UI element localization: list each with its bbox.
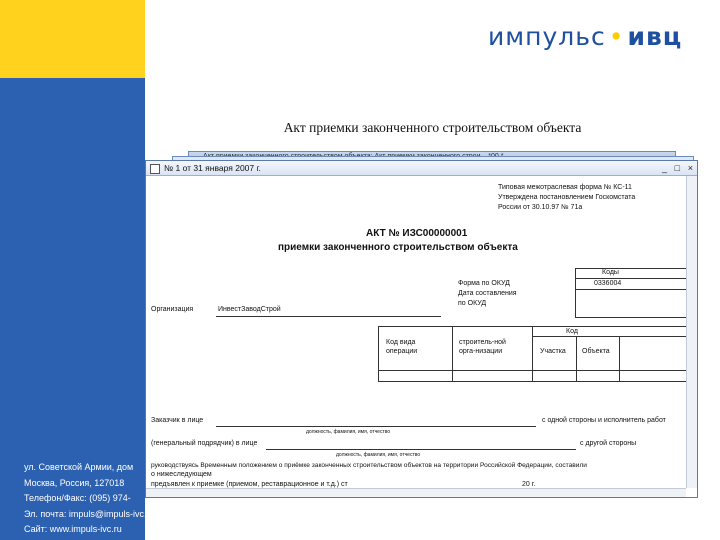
contractor-label: (генеральный подрядчик) в лице bbox=[151, 440, 258, 447]
date-label-2: по ОКУД bbox=[458, 300, 487, 307]
paragraph-year: 20 г. bbox=[522, 481, 536, 488]
close-button[interactable]: × bbox=[687, 163, 693, 173]
paragraph-line1: руководствуясь Временным положением о приёмке законченных строительством объектов на территории Российской Федерации, составили bbox=[151, 462, 587, 469]
act-title: приемки законченного строительством объекта bbox=[278, 242, 518, 253]
vertical-scrollbar[interactable] bbox=[686, 176, 697, 488]
contractor-field[interactable] bbox=[266, 449, 576, 450]
okud-value: 0336004 bbox=[594, 280, 622, 287]
customer-caption: должность, фамилия, имя, отчество bbox=[306, 429, 391, 435]
col-object: Объекта bbox=[582, 348, 610, 355]
footer-address-2: Москва, Россия, 127018 bbox=[24, 477, 125, 488]
document-window[interactable] bbox=[145, 160, 698, 498]
org-value[interactable]: ИнвестЗаводСтрой bbox=[218, 306, 281, 313]
form-header-line3: России от 30.10.97 № 71а bbox=[498, 204, 583, 211]
form-header-line2: Утверждена постановлением Госкомстата bbox=[498, 194, 636, 201]
form-header-line1: Типовая межотраслевая форма № КС-11 bbox=[498, 184, 632, 191]
paragraph-line2: о нижеследующем bbox=[151, 471, 212, 478]
act-number: АКТ № ИЗС00000001 bbox=[366, 228, 468, 239]
okud-label: Форма по ОКУД bbox=[458, 280, 510, 287]
footer-contacts bbox=[24, 460, 154, 538]
customer-label: Заказчик в лице bbox=[151, 417, 204, 424]
maximize-button[interactable]: □ bbox=[674, 163, 680, 173]
slide-title: Акт приемки законченного строительством объекта bbox=[283, 120, 582, 135]
customer-right: с одной стороны и исполнитель работ bbox=[542, 417, 666, 424]
contractor-caption: должность, фамилия, имя, отчество bbox=[336, 452, 421, 458]
company-logo: импульс • ивц bbox=[488, 22, 683, 51]
org-label: Организация bbox=[151, 306, 194, 313]
horizontal-scrollbar[interactable] bbox=[146, 488, 686, 497]
footer-site[interactable]: Сайт: www.impuls-ivc.ru bbox=[24, 524, 122, 534]
col-operation-code: Код вида операции bbox=[386, 339, 418, 355]
date-label: Дата составления bbox=[458, 290, 517, 297]
col-section: Участка bbox=[540, 348, 566, 355]
window-title: № 1 от 31 января 2007 г. bbox=[164, 163, 261, 173]
footer-address-1: ул. Советской Армии, дом bbox=[24, 462, 134, 472]
customer-field[interactable] bbox=[216, 426, 536, 427]
paragraph-line3: предъявлен к приемке (приемом, реставрационное и т.д.) ст bbox=[151, 481, 348, 488]
act-form bbox=[146, 176, 686, 488]
document-icon bbox=[150, 164, 160, 174]
window-titlebar[interactable] bbox=[146, 161, 697, 176]
col-construction-org: строитель-ной орга-низации bbox=[459, 339, 506, 355]
codes-label: Коды bbox=[602, 269, 619, 276]
minimize-button[interactable]: _ bbox=[661, 163, 667, 173]
codes-box bbox=[575, 268, 692, 318]
yellow-corner-block bbox=[0, 0, 145, 78]
footer-phone: Телефон/Факс: (095) 974- bbox=[24, 493, 131, 503]
kod-label: Код bbox=[566, 328, 578, 335]
contractor-right: с другой стороны bbox=[580, 440, 637, 447]
footer-email[interactable]: Эл. почта: impuls@impuls-ivc.ru bbox=[24, 508, 155, 519]
